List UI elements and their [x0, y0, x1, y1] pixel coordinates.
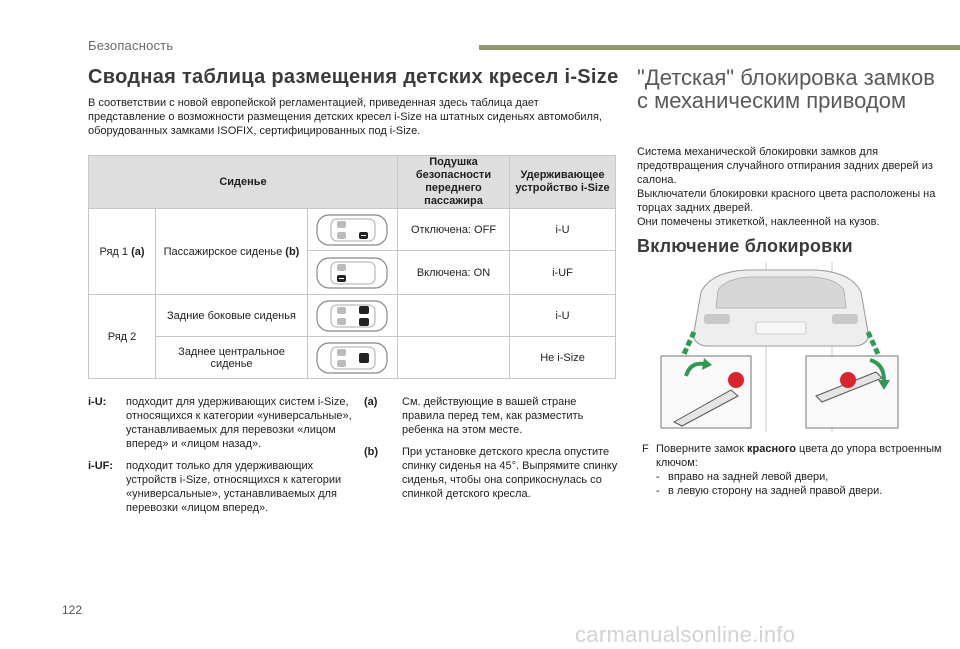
- row1-label: Ряд 1 (a): [89, 209, 156, 295]
- car-diagram-rear-center: [308, 337, 398, 379]
- table-row: [89, 337, 616, 379]
- airbag-na-side: [398, 295, 510, 337]
- car-top-icon: [313, 255, 393, 291]
- activation-instructions: [642, 442, 942, 498]
- instruction-list: [656, 470, 942, 498]
- front-seat-label: Пассажирское сиденье (b): [156, 209, 308, 295]
- car-diagram-rear-side: [308, 295, 398, 337]
- child-lock-illustration: [656, 262, 906, 432]
- header-rule: [479, 45, 960, 50]
- car-rear-icon: [684, 270, 878, 354]
- value-i-uf: i-UF: [510, 251, 616, 295]
- value-i-u-rear: i-U: [510, 295, 616, 337]
- list-item: - вправо на задней левой двери,: [656, 471, 829, 483]
- red-lock-icon: [728, 372, 744, 388]
- car-diagram-front-on: [308, 251, 398, 295]
- car-diagram-front-off: [308, 209, 398, 251]
- i-size-table: [88, 155, 616, 379]
- child-lock-title: "Детская" блокировка замков с механическим приводом: [637, 65, 935, 113]
- watermark: carmanualsonline.info: [575, 622, 796, 647]
- list-item: - в левую сторону на задней правой двери.: [656, 485, 883, 497]
- airbag-off: Отключена: OFF: [398, 209, 510, 251]
- value-i-u-front: i-U: [510, 209, 616, 251]
- right-door-lock-detail: [806, 356, 898, 428]
- activation-title: Включение блокировки: [637, 236, 853, 256]
- note-i-u: i-U: подходит для удерживающих систем i-Size, относящихся к категории «универсальные», устанавливаемых для перевозки «лицом вперед» и «лицом назад».: [88, 396, 352, 450]
- value-not-i-size: Не i-Size: [510, 337, 616, 379]
- note-a: (a) См. действующие в вашей стране правила перед тем, как разместить ребенка на этом месте.: [364, 396, 584, 436]
- page-title: Сводная таблица размещения детских кресел i-Size: [88, 66, 619, 88]
- child-lock-description: Система механической блокировки замков для предотвращения случайного отпирания задних дверей из салона. Выключатели блокировки красного цвета расположены на торцах задних дверей. Они помечены этикеткой, наклеенной на кузов.: [637, 146, 936, 228]
- side-seats-label: Задние боковые сиденья: [156, 295, 308, 337]
- table-row: [89, 295, 616, 337]
- page-number: 122: [62, 603, 83, 617]
- notes-left: [88, 395, 353, 523]
- section-label: Безопасность: [88, 38, 174, 53]
- red-lock-icon: [840, 372, 856, 388]
- left-door-lock-detail: [661, 356, 751, 428]
- table-header-row: [89, 156, 616, 209]
- center-seat-label: Заднее центральное сиденье: [156, 337, 308, 379]
- instruction-text: Поверните замок красного цвета до упора встроенным ключом:: [656, 443, 942, 469]
- airbag-on: Включена: ON: [398, 251, 510, 295]
- row2-label: Ряд 2: [89, 295, 156, 379]
- intro-text: В соответствии с новой европейской регламентацией, приведенная здесь таблица дает представление о возможности размещения детских кресел i-Size на штатных сиденьях автомобиля, оборудованных замками ISOFIX, сертифицированных под i-Size.: [88, 97, 602, 137]
- header-airbag: Подушка безопасности переднего пассажира: [398, 156, 510, 209]
- car-top-icon: [313, 212, 393, 248]
- header-restraint: Удерживающее устройство i-Size: [510, 156, 616, 209]
- car-top-icon: [313, 298, 393, 334]
- note-b: (b) При установке детского кресла опустите спинку сиденья на 45°. Выпрямите спинку сиденья, чтобы она соприкоснулась со спинкой детского кресла.: [364, 446, 618, 500]
- notes-right: [364, 395, 619, 509]
- car-top-icon: [313, 340, 393, 376]
- note-i-uf: i-UF: подходит только для удерживающих устройств i-Size, относящихся к категории «универсальные», устанавливаемых для перевозки «лицом вперед».: [88, 460, 342, 514]
- airbag-na-center: [398, 337, 510, 379]
- table-row: [89, 209, 616, 251]
- header-seat: Сиденье: [89, 156, 398, 209]
- instruction-marker: F: [642, 443, 649, 455]
